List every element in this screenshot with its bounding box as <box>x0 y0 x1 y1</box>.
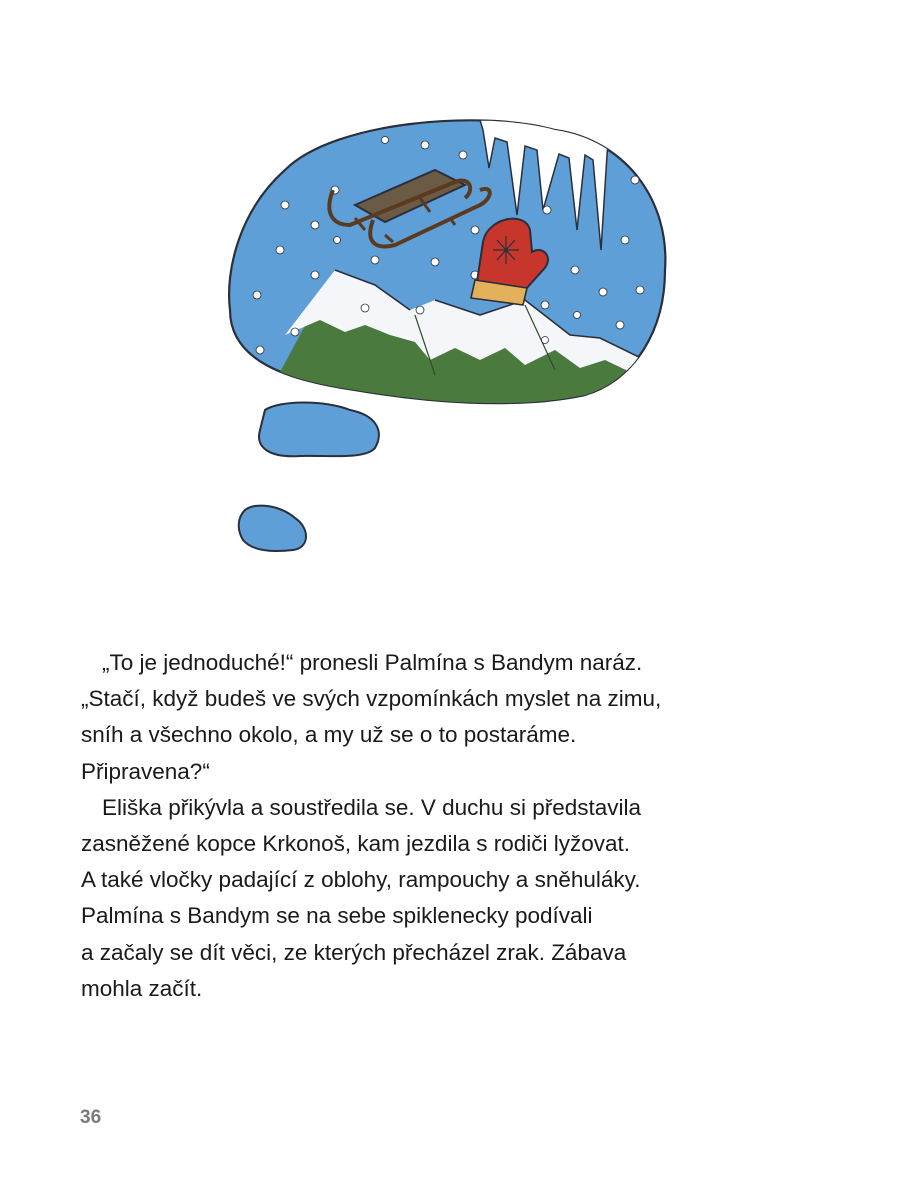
text-line: „Stačí, když budeš ve svých vzpomínkách myslet na zimu, <box>81 686 662 712</box>
text-line: Připravena?“ <box>81 758 210 784</box>
story-text <box>81 645 841 1007</box>
thought-bubble-illustration <box>225 110 675 570</box>
thought-bubble-small <box>239 506 306 551</box>
text-line: A také vločky padající z oblohy, rampouchy a sněhuláky. <box>81 867 641 893</box>
page-number: 36 <box>80 1107 102 1128</box>
text-line: a začaly se dít věci, ze kterých přecházel zrak. Zábava <box>81 939 627 965</box>
text-line: mohla začít. <box>81 975 203 1001</box>
text-line: Eliška přikývla a soustředila se. V duchu si představila <box>102 794 642 820</box>
text-line: zasněžené kopce Krkonoš, kam jezdila s rodiči lyžovat. <box>81 831 631 857</box>
text-line: Palmína s Bandym se na sebe spiklenecky podívali <box>81 903 593 929</box>
thought-bubble-medium <box>259 403 379 457</box>
text-line: sníh a všechno okolo, a my už se o to postaráme. <box>81 722 577 748</box>
paragraph-2 <box>81 790 841 1007</box>
paragraph-1 <box>81 645 841 790</box>
text-line: „To je jednoduché!“ pronesli Palmína s Bandym naráz. <box>102 650 643 675</box>
